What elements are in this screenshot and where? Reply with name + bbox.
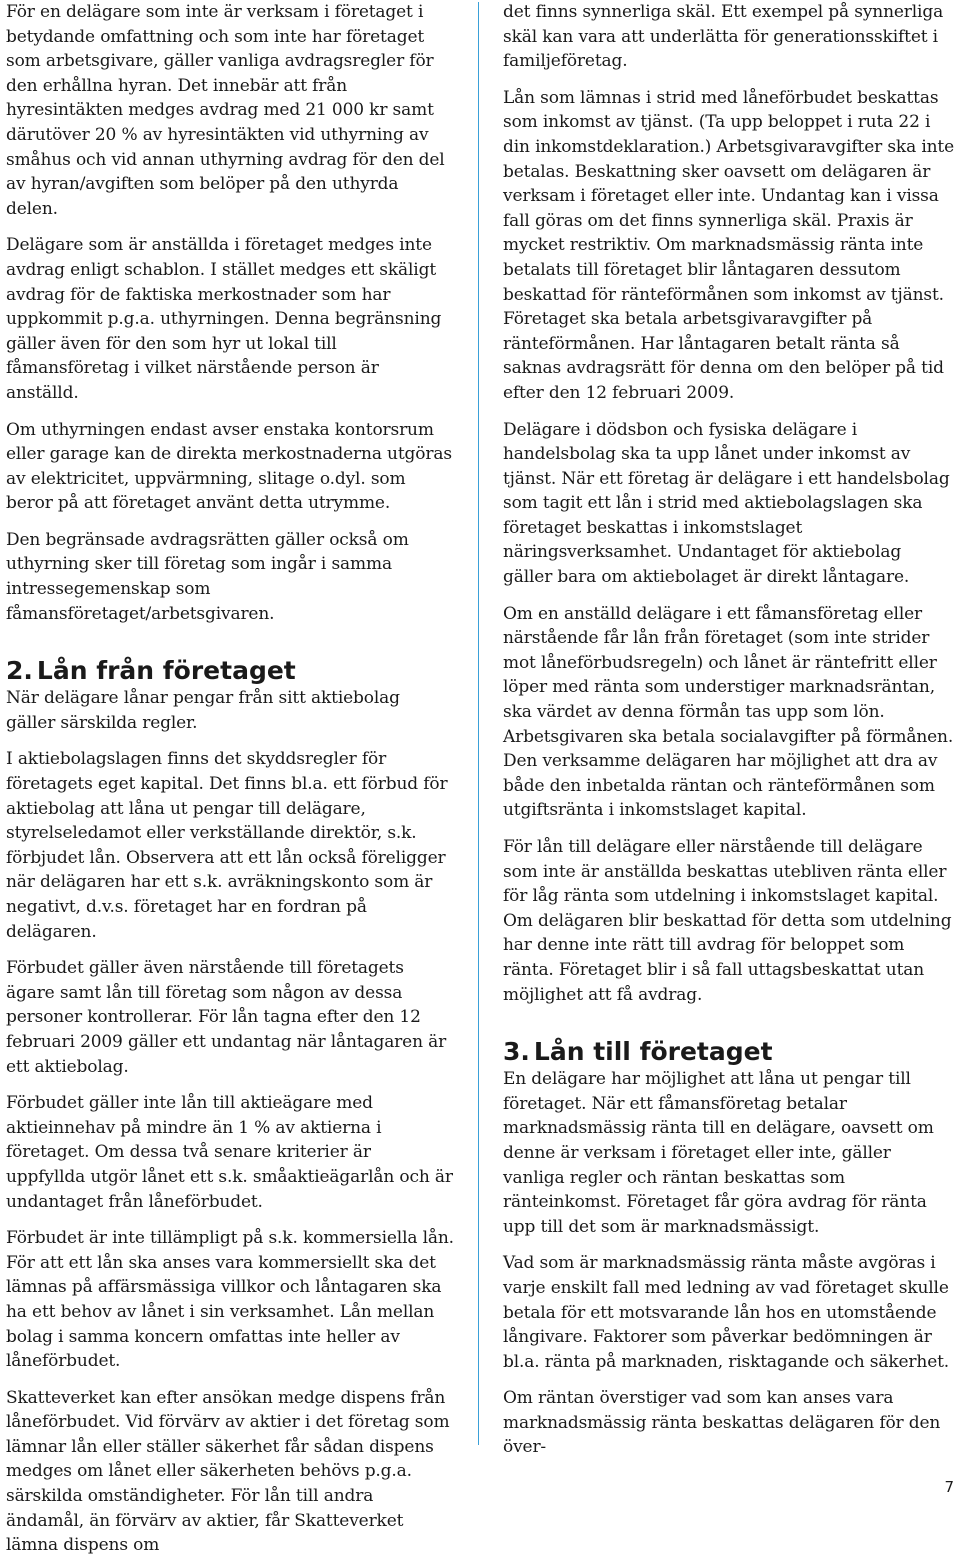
paragraph: Förbudet gäller även närstående till företagets ägare samt lån till företag som någon av dessa personer kontrollerar. För lån tagna efter den 12 februari 2009 gäller ett undantag när låntagaren är ett aktiebolag.	[6, 958, 447, 1077]
section-title: Lån från företaget	[36, 656, 296, 686]
paragraph: Om uthyrningen endast avser enstaka kontorsrum eller garage kan de direkta merkostnaderna utgöras av elektricitet, uppvärmning, slitage o.dyl. som beror på att företaget använt detta utrymme.	[6, 419, 452, 514]
paragraph: det finns synnerliga skäl. Ett exempel på synnerliga skäl kan vara att underlätta för generationsskiftet i familjeföretag.	[503, 2, 944, 72]
paragraph: Lån som lämnas i strid med låneförbudet beskattas som inkomst av tjänst. (Ta upp beloppet i ruta 22 i din inkomstdeklaration.) Arbetsgivaravgifter ska inte betalas. Beskattning sker oavsett om delägaren är verksam i företaget eller inte. Undantag kan i vissa fall göras om det finns synnerliga skäl. Praxis är mycket restriktiv. Om marknadsmässig ränta inte betalats till företaget blir låntagaren dessutom beskattad för ränteförmånen som inkomst av tjänst. Företaget ska betala arbetsgivaravgifter på ränteförmånen. Har låntagaren betalt ränta så saknas avdragsrätt för denna om den belöper på tid efter den 12 februari 2009.	[503, 87, 954, 403]
paragraph: Förbudet gäller inte lån till aktieägare med aktieinnehav på mindre än 1 % av aktierna i företaget. Om dessa två senare kriterier är uppfyllda utgör lånet ett s.k. småaktieägarlån och är undantaget från låneförbudet.	[6, 1093, 453, 1212]
paragraph: Delägare som är anställda i företaget medges inte avdrag enligt schablon. I stället medges ett skäligt avdrag för de faktiska merkostnader som har uppkommit p.g.a. uthyrningen. Denna begränsning gäller även för den som hyr ut lokal till fåmansföretag i vilket närstående person är anställd.	[6, 235, 442, 403]
left-column	[6, 0, 454, 1558]
paragraph: Om räntan överstiger vad som kan anses vara marknadsmässig ränta beskattas delägaren för den över-	[503, 1388, 941, 1458]
right-column	[503, 0, 955, 1460]
paragraph: Skatteverket kan efter ansökan medge dispens från låneförbudet. Vid förvärv av aktier i det företag som lämnar lån eller ställer säkerhet får sådan dispens medges om lånet eller säkerheten behövs p.g.a. särskilda omständigheter. För lån till andra ändamål, än förvärv av aktier, får Skatteverket lämna dispens om	[6, 1387, 450, 1556]
column-divider	[478, 2, 479, 1445]
paragraph: Förbudet är inte tillämpligt på s.k. kommersiella lån. För att ett lån ska anses vara kommersiellt ska det lämnas på affärsmässiga villkor och låntagaren ska ha ett behov av lånet i sin verksamhet. Lån mellan bolag i samma koncern omfattas inte heller av låneförbudet.	[6, 1228, 454, 1372]
section-heading-3	[503, 1037, 955, 1067]
paragraph: Om en anställd delägare i ett fåmansföretag eller närstående får lån från företaget (som inte strider mot låneförbudsregeln) och lånet är räntefritt eller löper med ränta som understiger marknadsräntan, ska värdet av denna förmån tas upp som lön. Arbetsgivaren ska betala socialavgifter på förmånen. Den verksamme delägaren har möjlighet att dra av både den inbetalda räntan och ränteförmånen som utgiftsränta i inkomstslaget kapital.	[503, 603, 954, 821]
section-title: Lån till företaget	[533, 1037, 773, 1067]
paragraph: För en delägare som inte är verksam i företaget i betydande omfattning och som inte har företaget som arbetsgivare, gäller vanliga avdragsregler för den erhållna hyran. Det innebär att från hyresintäkten medges avdrag med 21 000 kr samt därutöver 20 % av hyresintäkten vid uthyrning av småhus och vid annan uthyrning avdrag för den del av hyran/avgiften som belöper på den uthyrda delen.	[6, 2, 445, 219]
paragraph: Den begränsade avdragsrätten gäller också om uthyrning sker till företag som ingår i samma intressegemenskap som fåmansföretaget/arbetsgivaren.	[6, 529, 409, 624]
paragraph: En delägare har möjlighet att låna ut pengar till företaget. När ett fåmansföretag betalar marknadsmässig ränta till en delägare, oavsett om denne är verksam i företaget eller inte, gäller vanliga regler och räntan beskattas som ränteinkomst. Företaget får göra avdrag för ränta upp till det som är marknadsmässigt.	[503, 1069, 934, 1237]
paragraph: I aktiebolagslagen finns det skyddsregler för företagets eget kapital. Det finns bl.a. ett förbud för aktiebolag att låna ut pengar till delägare, styrelseledamot eller verkställande direktör, s.k. förbjudet lån. Observera att ett lån också föreligger när delägaren har ett s.k. avräkningskonto som är negativt, d.v.s. företaget har en fordran på delägaren.	[6, 749, 448, 942]
paragraph: När delägare lånar pengar från sitt aktiebolag gäller särskilda regler.	[6, 688, 400, 733]
page-number: 7	[944, 1478, 954, 1496]
section-number: 2.	[6, 656, 33, 686]
paragraph: För lån till delägare eller närstående till delägare som inte är anställda beskattas utebliven ränta eller för låg ränta som utdelning i inkomstslaget kapital. Om delägaren blir beskattad för detta som utdelning har denne inte rätt till avdrag för beloppet som ränta. Företaget blir i så fall uttagsbeskattat utan möjlighet att få avdrag.	[503, 837, 952, 1005]
section-number: 3.	[503, 1037, 530, 1067]
paragraph: Delägare i dödsbon och fysiska delägare i handelsbolag ska ta upp lånet under inkomst av tjänst. När ett företag är delägare i ett handelsbolag som tagit ett lån i strid med aktiebolagslagen ska företaget beskattas i inkomstslaget näringsverksamhet. Undantaget för aktiebolag gäller bara om aktiebolaget är direkt låntagare.	[503, 419, 950, 588]
paragraph: Vad som är marknadsmässig ränta måste avgöras i varje enskilt fall med ledning av vad företaget skulle betala för ett motsvarande lån hos en utomstående långivare. Faktorer som påverkar bedömningen är bl.a. ränta på marknaden, risktagande och säkerhet.	[503, 1253, 950, 1372]
section-heading-2	[6, 656, 454, 686]
